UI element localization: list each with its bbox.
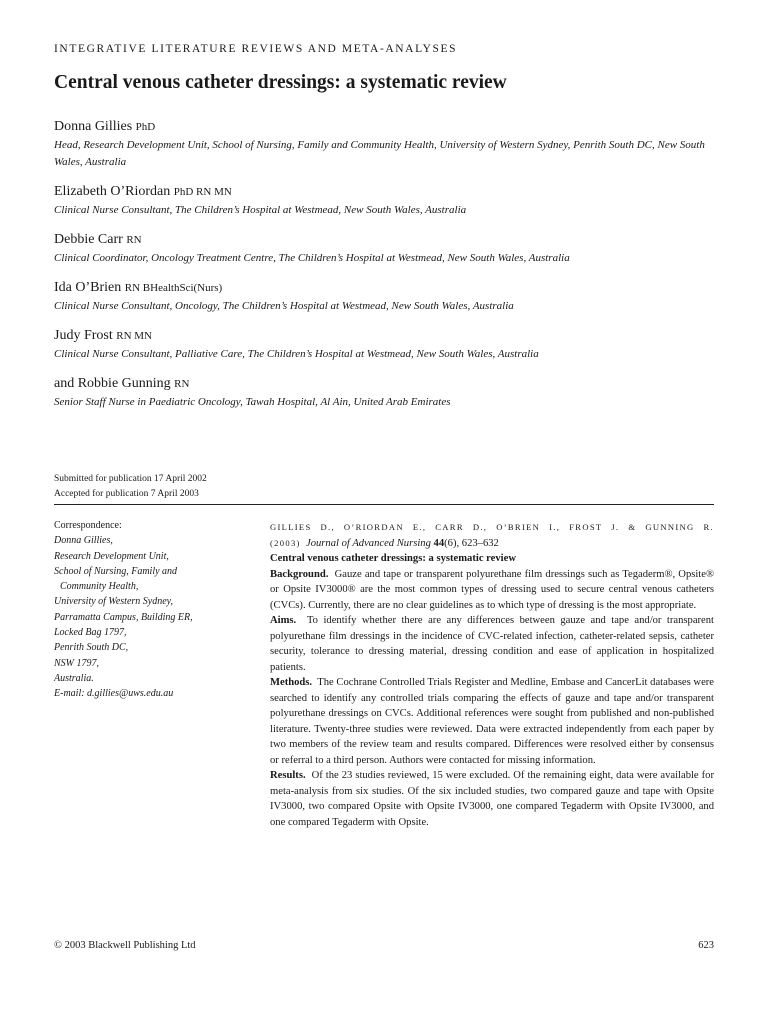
author-entry [54,326,714,363]
author-entry [54,117,714,171]
author-degrees: RN BHealthSci(Nurs) [124,282,223,294]
correspondence-line: Australia. [54,672,94,684]
author-name: Elizabeth O’Riordan [54,184,171,199]
correspondence-line: School of Nursing, Family and [54,565,178,577]
correspondence-email: E-mail: d.gillies@uws.edu.au [54,688,174,700]
page-number: 623 [698,940,714,951]
abstract-title-line [270,551,714,567]
author-entry [54,278,714,315]
journal-volume: 44 [433,537,445,549]
section-label-aims: Aims. [270,615,297,626]
section-text: The Cochrane Controlled Trials Register and Medline, Embase and CancerLit databases were searched to identify any controlled trials comparing the effects of gauze and tape and/or transparent polyurethane dressings on CVCs. Additional references were sought from published and non-published literature. Twenty-three studies were reviewed. Data were extracted independently from each paper by two members of the review team and results compared. Differences were resolved either by consensus or referral to a third person. Authors were contacted for missing information. [270,677,715,766]
author-affiliation: Clinical Nurse Consultant, Oncology, The Children’s Hospital at Westmead, New South Wales, Australia [54,300,514,312]
author-name-line [54,230,714,250]
author-name: Ida O’Brien [54,280,122,295]
author-list [54,117,714,422]
publication-dates [54,472,207,501]
section-label-methods: Methods. [270,677,313,688]
section-text: Of the 23 studies reviewed, 15 were excluded. Of the remaining eight, data were available for meta-analysis from six studies. Of the six included studies, two compared gauze and tape with Opsite IV3000, two compared Opsite with Opsite IV3000, one compared Tegaderm with Opsite IV3000, and one compared Tegaderm with Opsite. [270,770,714,828]
correspondence-line: Penrith South DC, [54,642,129,654]
citation-authors: GILLIES D., O’RIORDAN E., CARR D., O’BRIEN I., FROST J. & GUNNING R. [270,522,714,532]
abstract-section [270,768,714,830]
author-affiliation: Clinical Coordinator, Oncology Treatment Centre, The Children’s Hospital at Westmead, New South Wales, Australia [54,252,570,264]
author-name: and Robbie Gunning [54,376,171,391]
journal-issue-pages: (6), 623–632 [444,537,499,549]
correspondence-block [54,518,254,702]
author-name: Donna Gillies [54,119,133,134]
correspondence-line: Locked Bag 1797, [54,627,127,639]
abstract-section [270,567,714,614]
citation [270,520,714,551]
accepted-date: Accepted for publication 7 April 2003 [54,488,199,499]
author-degrees: PhD [135,121,156,133]
abstract [270,520,714,830]
abstract-section [270,675,714,768]
author-degrees: PhD RN MN [173,186,232,198]
journal-name: Journal of Advanced Nursing [306,537,431,549]
article-title: Central venous catheter dressings: a systematic review [54,72,507,93]
section-label-background: Background. [270,568,329,580]
section-label-results: Results. [270,770,306,781]
author-affiliation: Head, Research Development Unit, School of Nursing, Family and Community Health, University of Western Sydney, Penrith South DC, New South Wales, Australia [54,139,705,168]
abstract-title: Central venous catheter dressings: a systematic review [270,553,516,564]
author-name: Judy Frost [54,328,113,343]
correspondence-line: Research Development Unit, [54,550,169,562]
correspondence-line: Community Health, [60,581,139,593]
author-name-line [54,278,714,298]
section-label: INTEGRATIVE LITERATURE REVIEWS AND META-ANALYSES [54,43,458,55]
author-affiliation: Clinical Nurse Consultant, Palliative Care, The Children’s Hospital at Westmead, New South Wales, Australia [54,348,539,360]
author-name-line [54,182,714,202]
author-affiliation: Clinical Nurse Consultant, The Children’s Hospital at Westmead, New South Wales, Australia [54,204,467,216]
author-entry [54,230,714,267]
correspondence-line: NSW 1797, [54,657,99,669]
correspondence-heading: Correspondence: [54,520,122,531]
correspondence-line: Donna Gillies, [54,535,113,547]
section-text: To identify whether there are any differences between gauze and tape and/or transparent polyurethane film dressings in the incidence of CVC-related infection, catheter-related sepsis, catheter security, tolerance to dressing material, dressing condition and ease of application in hospitalized patients. [270,615,714,673]
author-entry [54,374,714,411]
author-degrees: RN [126,234,142,246]
correspondence-line: Parramatta Campus, Building ER, [54,611,193,623]
header-divider [54,504,714,505]
author-name-line [54,326,714,346]
author-degrees: RN MN [116,330,152,342]
submitted-date: Submitted for publication 17 April 2002 [54,474,207,484]
author-entry [54,182,714,219]
copyright-notice: © 2003 Blackwell Publishing Ltd [54,940,196,951]
correspondence-line: University of Western Sydney, [54,596,174,608]
citation-year: (2003) [270,537,301,548]
abstract-section [270,613,714,675]
author-affiliation: Senior Staff Nurse in Paediatric Oncology, Tawah Hospital, Al Ain, United Arab Emirates [54,396,451,408]
author-name: Debbie Carr [54,232,123,247]
author-name-line [54,117,714,137]
author-degrees: RN [174,378,190,390]
author-name-line [54,374,714,394]
section-text: Gauze and tape or transparent polyurethane film dressings such as Tegaderm®, Opsite® or Opsite IV3000® are the most common types of dressing used to secure central venous catheters (CVCs). Currently, there are no clear guidelines as to which type of dressing is the most appropriate. [270,568,714,611]
